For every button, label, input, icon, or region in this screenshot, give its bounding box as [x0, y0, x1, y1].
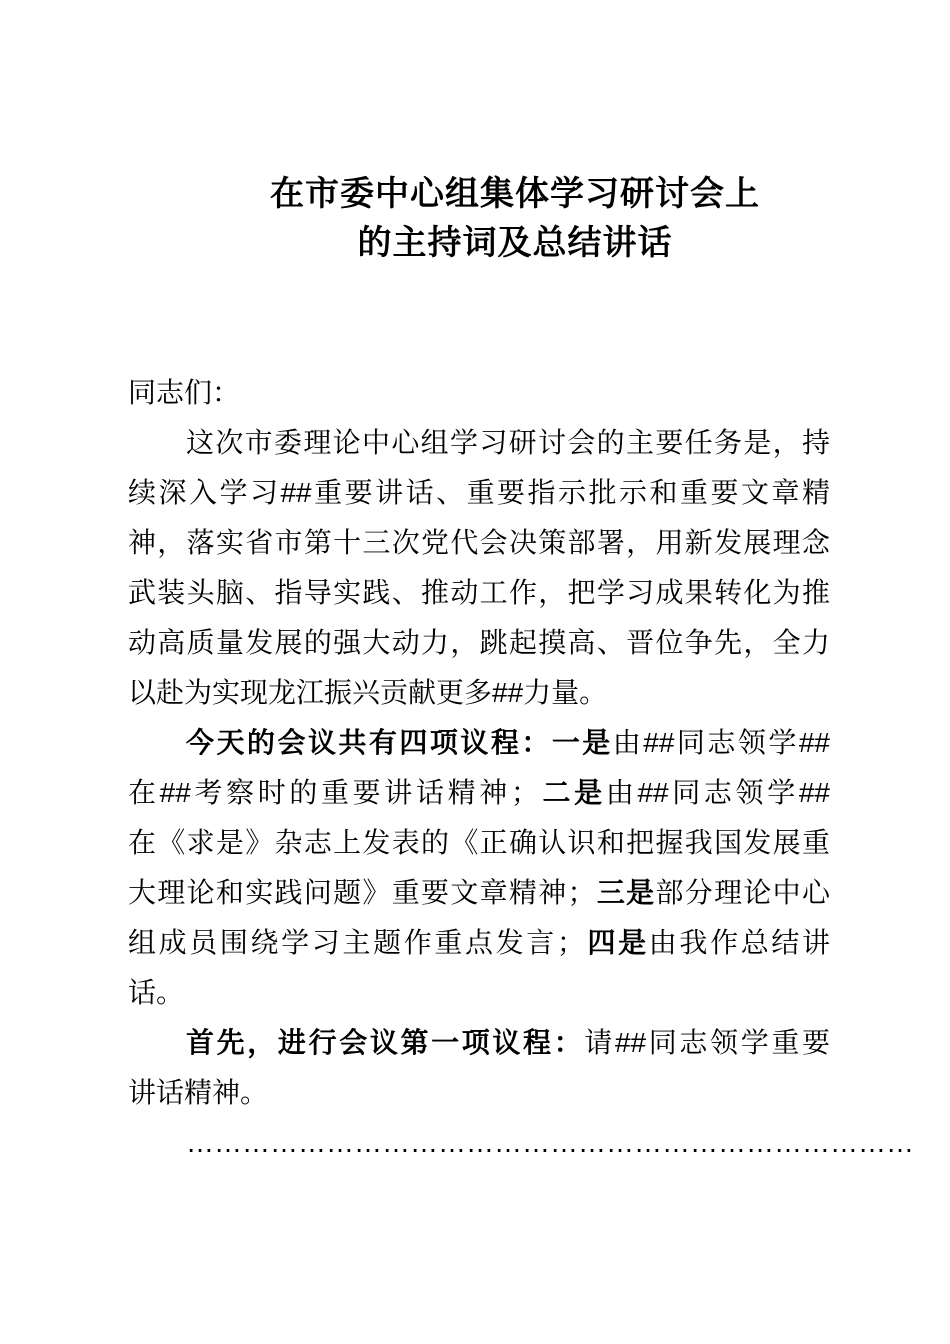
paragraph-line	[128, 1018, 830, 1068]
text-run: 以赴为实现龙江振兴贡献更多##力量。	[128, 677, 608, 708]
text-run: 大理论和实践问题》重要文章精神；	[128, 877, 596, 908]
text-run: 部分理论中心	[655, 877, 830, 908]
text-run: 这次市委理论中心组学习研讨会的主要任务是，持	[186, 427, 830, 458]
paragraph-intro	[128, 418, 830, 718]
agenda-label-one: 今天的会议共有四项议程：一是	[186, 727, 613, 758]
text-run: 续深入学习##重要讲话、重要指示批示和重要文章精	[128, 477, 830, 508]
text-run: 由##同志领学##	[605, 777, 830, 808]
paragraph-agenda	[128, 718, 830, 1018]
salutation: 同志们：	[128, 377, 241, 408]
paragraph-line	[128, 568, 830, 618]
text-run: 请##同志领学重要	[584, 1027, 830, 1058]
title-line-1: 在市委中心组集体学习研讨会上	[270, 175, 760, 213]
paragraph-line	[128, 918, 830, 968]
paragraph-line	[128, 418, 830, 468]
text-run: 武装头脑、指导实践、推动工作，把学习成果转化为推	[128, 577, 830, 608]
paragraph-line	[128, 1068, 830, 1118]
text-run: 动高质量发展的强大动力，跳起摸高、晋位争先，全力	[128, 627, 830, 658]
text-run: 讲话精神。	[128, 1077, 269, 1108]
document-title	[80, 170, 950, 268]
paragraph-line	[128, 768, 830, 818]
ellipsis-separator: ……………………………………………………………………	[186, 1127, 914, 1158]
paragraph-line	[128, 718, 830, 768]
paragraph-line	[128, 968, 830, 1018]
text-run: 在##考察时的重要讲话精神；	[128, 777, 539, 808]
text-run: 话。	[128, 977, 185, 1008]
text-run: 组成员围绕学习主题作重点发言；	[128, 927, 585, 958]
agenda-label-four: 四是	[584, 927, 649, 958]
paragraph-line	[128, 618, 830, 668]
paragraph-line	[128, 518, 830, 568]
paragraph-first-item	[128, 1018, 830, 1118]
document-body	[128, 368, 914, 1168]
paragraph-line	[128, 668, 830, 718]
paragraph-line	[128, 468, 830, 518]
text-run: 由##同志领学##	[612, 727, 830, 758]
first-item-heading: 首先，进行会议第一项议程：	[186, 1027, 585, 1058]
title-line-2: 的主持词及总结讲话	[357, 224, 673, 262]
paragraph-line	[128, 868, 830, 918]
text-run: 在《求是》杂志上发表的《正确认识和把握我国发展重	[128, 827, 830, 858]
agenda-label-two: 二是	[538, 777, 606, 808]
agenda-label-three: 三是	[595, 877, 656, 908]
paragraph-line	[128, 818, 830, 868]
text-run: 由我作总结讲	[648, 927, 830, 958]
text-run: 神，落实省市第十三次党代会决策部署，用新发展理念	[128, 527, 830, 558]
